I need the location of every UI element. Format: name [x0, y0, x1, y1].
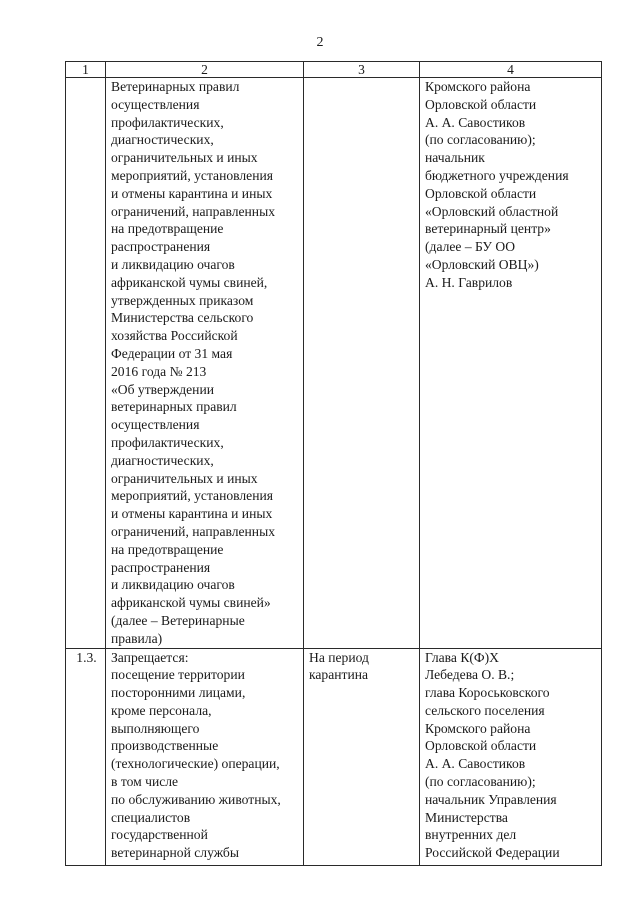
cell-line: специалистов: [111, 809, 191, 825]
cell-line: государственной: [111, 827, 208, 843]
cell-line: кроме персонала,: [111, 702, 212, 718]
cell-line: мероприятий, установления: [111, 488, 274, 504]
cell-line: африканской чумы свиней»: [111, 595, 271, 611]
cell-line: посторонними лицами,: [111, 685, 246, 701]
cell-line: и ликвидацию очагов: [111, 577, 235, 593]
cell-line: ограничительных и иных: [111, 150, 258, 166]
cell-line: осуществления: [111, 417, 200, 433]
cell-line: утвержденных приказом: [111, 292, 254, 308]
cell-line: внутренних дел: [425, 827, 517, 843]
cell-line: выполняющего: [111, 720, 200, 736]
cell-line: Лебедева О. В.;: [425, 667, 515, 683]
cell-line: глава Короськовского: [425, 685, 550, 701]
cell-line: Запрещается:: [111, 649, 189, 665]
measure-cell: [106, 78, 304, 649]
cell-line: Министерства сельского: [111, 310, 254, 326]
cell-line: (далее – Ветеринарные: [111, 612, 245, 628]
cell-line: диагностических,: [111, 452, 214, 468]
column-header-4: 4: [420, 62, 602, 78]
table-row: [66, 78, 602, 649]
cell-line: Орловской области: [425, 185, 537, 201]
cell-line: правила): [111, 630, 163, 646]
table-header-row: [66, 62, 602, 78]
cell-line: профилактических,: [111, 114, 224, 130]
cell-line: ветеринарных правил: [111, 399, 237, 415]
cell-line: «Об утверждении: [111, 381, 215, 397]
cell-line: сельского поселения: [425, 702, 545, 718]
cell-line: ограничений, направленных: [111, 203, 276, 219]
measure-cell: [106, 648, 304, 865]
cell-line: ветеринарной службы: [111, 845, 239, 861]
column-header-2: 2: [106, 62, 304, 78]
responsible-cell: [420, 78, 602, 649]
cell-line: 2016 года № 213: [111, 363, 207, 379]
document-table: [65, 61, 602, 866]
cell-line: Российской Федерации: [425, 845, 560, 861]
cell-line: хозяйства Российской: [111, 328, 238, 344]
row-number-cell: 1.3.: [66, 648, 106, 865]
cell-line: осуществления: [111, 96, 200, 112]
cell-line: по обслуживанию животных,: [111, 791, 281, 807]
cell-line: мероприятий, установления: [111, 167, 274, 183]
cell-line: Орловской области: [425, 738, 537, 754]
cell-line: начальник Управления: [425, 791, 557, 807]
cell-line: посещение территории: [111, 667, 245, 683]
cell-line: карантина: [309, 667, 369, 683]
page-number: 2: [316, 35, 324, 50]
cell-line: бюджетного учреждения: [425, 167, 569, 183]
column-header-1: 1: [66, 62, 106, 78]
cell-line: (далее – БУ ОО: [425, 239, 516, 255]
cell-line: распространения: [111, 239, 211, 255]
cell-line: диагностических,: [111, 132, 214, 148]
cell-line: начальник: [425, 150, 485, 166]
cell-line: Кромского района: [425, 79, 531, 94]
cell-line: А. А. Савостиков: [425, 756, 526, 772]
cell-line: и отмены карантина и иных: [111, 185, 273, 201]
table-row: [66, 648, 602, 865]
row-number-cell: [66, 78, 106, 649]
cell-line: на предотвращение: [111, 541, 224, 557]
cell-line: А. Н. Гаврилов: [425, 274, 513, 290]
cell-line: и отмены карантина и иных: [111, 506, 273, 522]
cell-line: (по согласованию);: [425, 774, 536, 790]
cell-line: Глава К(Ф)Х: [425, 649, 500, 665]
cell-line: Министерства: [425, 809, 508, 825]
cell-line: ветеринарный центр»: [425, 221, 551, 237]
cell-line: профилактических,: [111, 434, 224, 450]
cell-line: ограничительных и иных: [111, 470, 258, 486]
cell-line: на предотвращение: [111, 221, 224, 237]
cell-line: «Орловский ОВЦ»): [425, 256, 539, 272]
cell-line: Орловской области: [425, 96, 537, 112]
period-cell: [304, 78, 420, 649]
cell-line: и ликвидацию очагов: [111, 256, 235, 272]
cell-line: в том числе: [111, 774, 179, 790]
cell-line: африканской чумы свиней,: [111, 274, 268, 290]
cell-line: ограничений, направленных: [111, 523, 276, 539]
responsible-cell: [420, 648, 602, 865]
cell-line: Федерации от 31 мая: [111, 345, 233, 361]
cell-line: «Орловский областной: [425, 203, 559, 219]
period-cell: [304, 648, 420, 865]
cell-line: А. А. Савостиков: [425, 114, 526, 130]
cell-line: Ветеринарных правил: [111, 79, 240, 94]
cell-line: производственные: [111, 738, 219, 754]
cell-line: На период: [309, 649, 369, 665]
cell-line: распространения: [111, 559, 211, 575]
column-header-3: 3: [304, 62, 420, 78]
cell-line: (технологические) операции,: [111, 756, 280, 772]
cell-line: (по согласованию);: [425, 132, 536, 148]
cell-line: Кромского района: [425, 720, 531, 736]
